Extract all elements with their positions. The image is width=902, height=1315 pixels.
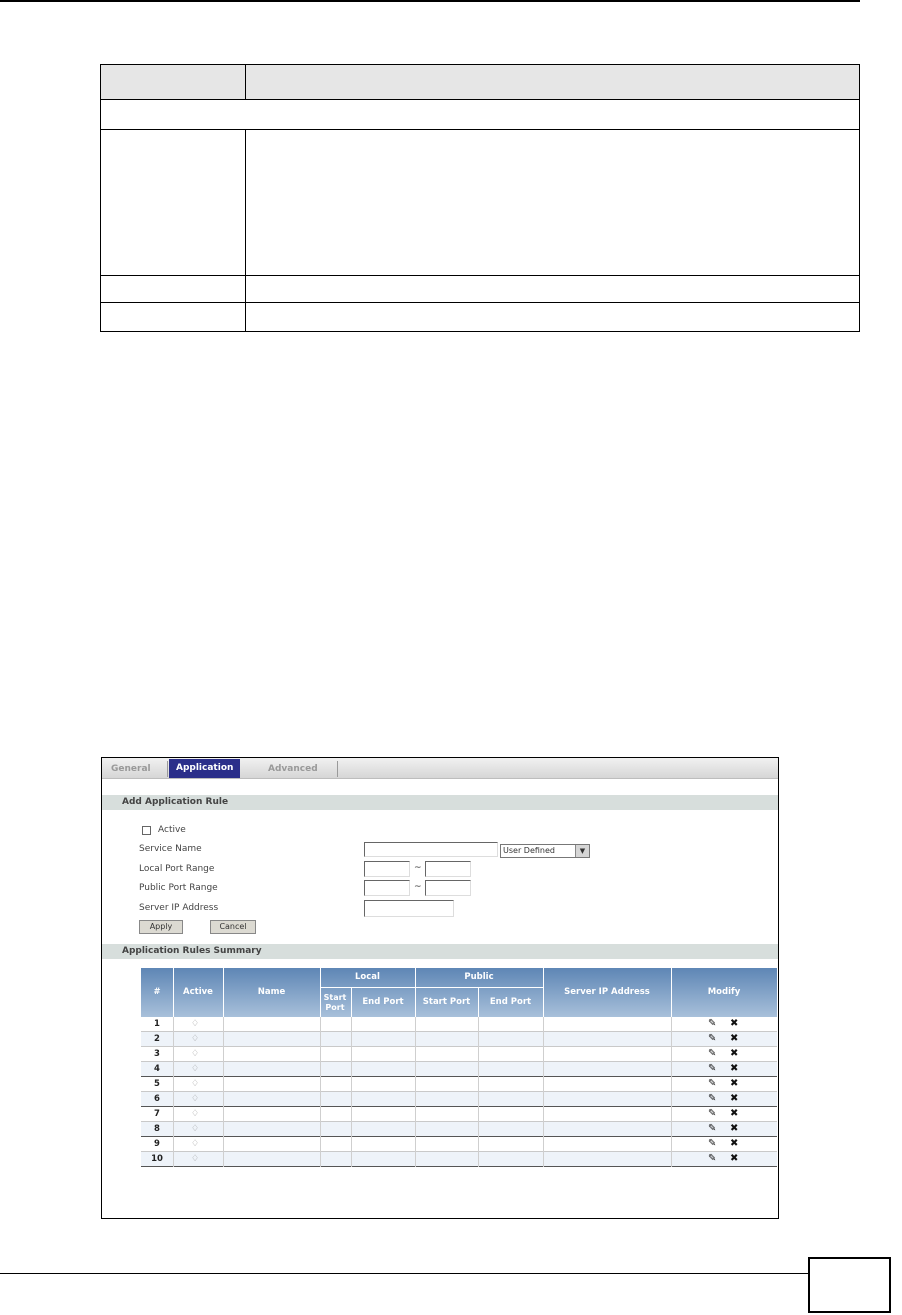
table-row (141, 1092, 777, 1107)
range-separator: ~ (414, 863, 422, 873)
range-separator: ~ (414, 882, 422, 892)
public-start-port-input[interactable] (364, 880, 410, 896)
row-number: 4 (154, 1064, 160, 1074)
description-table-header (101, 65, 859, 100)
row-number: 9 (154, 1139, 160, 1149)
delete-icon[interactable]: ✖ (730, 1123, 739, 1134)
page-number-box (808, 1257, 891, 1313)
header-rule (0, 0, 860, 2)
lightbulb-off-icon: ♢ (191, 1034, 200, 1044)
row-number: 8 (154, 1124, 160, 1134)
column-divider (245, 65, 246, 99)
lightbulb-off-icon: ♢ (191, 1124, 200, 1134)
local-port-range-label: Local Port Range (139, 864, 215, 874)
edit-icon[interactable]: ✎ (708, 1063, 717, 1074)
column-header-local-start-port: Start Port (323, 993, 347, 1012)
local-start-port-input[interactable] (364, 861, 410, 877)
header-divider (320, 987, 543, 988)
column-divider (245, 129, 246, 331)
service-select-value: User Defined (503, 846, 555, 855)
lightbulb-off-icon: ♢ (191, 1019, 200, 1029)
delete-icon[interactable]: ✖ (730, 1078, 739, 1089)
edit-icon[interactable]: ✎ (708, 1018, 717, 1029)
active-label: Active (158, 825, 186, 835)
description-table-section-row (101, 99, 859, 130)
lightbulb-off-icon: ♢ (191, 1049, 200, 1059)
delete-icon[interactable]: ✖ (730, 1093, 739, 1104)
column-divider (320, 968, 321, 1017)
column-header-number: # (153, 987, 161, 997)
edit-icon[interactable]: ✎ (708, 1033, 717, 1044)
column-divider (223, 968, 224, 1017)
edit-icon[interactable]: ✎ (708, 1138, 717, 1149)
delete-icon[interactable]: ✖ (730, 1108, 739, 1119)
edit-icon[interactable]: ✎ (708, 1048, 717, 1059)
delete-icon[interactable]: ✖ (730, 1033, 739, 1044)
column-divider (351, 987, 352, 1017)
lightbulb-off-icon: ♢ (191, 1109, 200, 1119)
row-number: 6 (154, 1094, 160, 1104)
apply-button[interactable]: Apply (139, 920, 183, 934)
delete-icon[interactable]: ✖ (730, 1048, 739, 1059)
delete-icon[interactable]: ✖ (730, 1018, 739, 1029)
table-row (141, 1032, 777, 1047)
local-end-port-input[interactable] (425, 861, 471, 877)
column-header-public-start-port: Start Port (422, 997, 471, 1007)
public-end-port-input[interactable] (425, 880, 471, 896)
delete-icon[interactable]: ✖ (730, 1063, 739, 1074)
column-header-server-ip-address: Server IP Address (564, 987, 650, 997)
table-row (141, 1017, 777, 1032)
service-name-select[interactable] (500, 844, 590, 858)
tab-divider (167, 761, 168, 777)
row-number: 1 (154, 1019, 160, 1029)
service-name-label: Service Name (139, 844, 202, 854)
tab-application[interactable]: Application (169, 759, 240, 778)
table-header (141, 968, 777, 1017)
tab-general[interactable]: General (111, 764, 151, 774)
rules-summary-table (141, 968, 777, 1218)
lightbulb-off-icon: ♢ (191, 1064, 200, 1074)
description-table (100, 64, 860, 332)
column-divider (415, 968, 416, 1017)
column-divider (173, 968, 174, 1017)
lightbulb-off-icon: ♢ (191, 1154, 200, 1164)
cancel-button[interactable]: Cancel (210, 920, 256, 934)
footer-rule (0, 1273, 808, 1274)
lightbulb-off-icon: ♢ (191, 1139, 200, 1149)
column-header-local: Local (355, 972, 380, 982)
table-row (141, 1062, 777, 1077)
service-name-input[interactable] (364, 842, 498, 857)
tab-divider (337, 761, 338, 777)
description-table-row (101, 275, 859, 303)
server-ip-address-input[interactable] (364, 900, 454, 917)
column-header-public: Public (464, 972, 494, 982)
column-header-public-end-port: End Port (489, 997, 532, 1007)
table-row (141, 1047, 777, 1062)
table-row (141, 1152, 777, 1167)
table-row (141, 1077, 777, 1092)
row-number: 2 (154, 1034, 160, 1044)
table-row (141, 1107, 777, 1122)
delete-icon[interactable]: ✖ (730, 1138, 739, 1149)
lightbulb-off-icon: ♢ (191, 1094, 200, 1104)
column-header-local-end-port: End Port (362, 997, 404, 1007)
column-divider (478, 987, 479, 1017)
edit-icon[interactable]: ✎ (708, 1078, 717, 1089)
delete-icon[interactable]: ✖ (730, 1153, 739, 1164)
row-number: 7 (154, 1109, 160, 1119)
server-ip-address-label: Server IP Address (139, 903, 219, 913)
tab-advanced[interactable]: Advanced (268, 764, 318, 774)
chevron-down-icon: ▼ (575, 845, 589, 857)
edit-icon[interactable]: ✎ (708, 1108, 717, 1119)
row-number: 10 (151, 1154, 163, 1164)
edit-icon[interactable]: ✎ (708, 1153, 717, 1164)
column-divider (543, 968, 544, 1017)
edit-icon[interactable]: ✎ (708, 1093, 717, 1104)
edit-icon[interactable]: ✎ (708, 1123, 717, 1134)
column-header-name: Name (257, 987, 286, 997)
add-application-rule-section: Add Application Rule (102, 795, 778, 810)
application-screenshot (101, 757, 779, 1219)
tab-bar (102, 758, 778, 779)
row-number: 5 (154, 1079, 160, 1089)
table-row (141, 1122, 777, 1137)
column-header-modify: Modify (707, 987, 741, 997)
application-rules-summary-section: Application Rules Summary (102, 944, 778, 959)
description-table-row (101, 129, 859, 276)
public-port-range-label: Public Port Range (139, 883, 218, 893)
column-divider (671, 968, 672, 1017)
lightbulb-off-icon: ♢ (191, 1079, 200, 1089)
table-row (141, 1137, 777, 1152)
column-header-active: Active (183, 987, 213, 997)
row-number: 3 (154, 1049, 160, 1059)
active-checkbox[interactable] (142, 826, 151, 835)
